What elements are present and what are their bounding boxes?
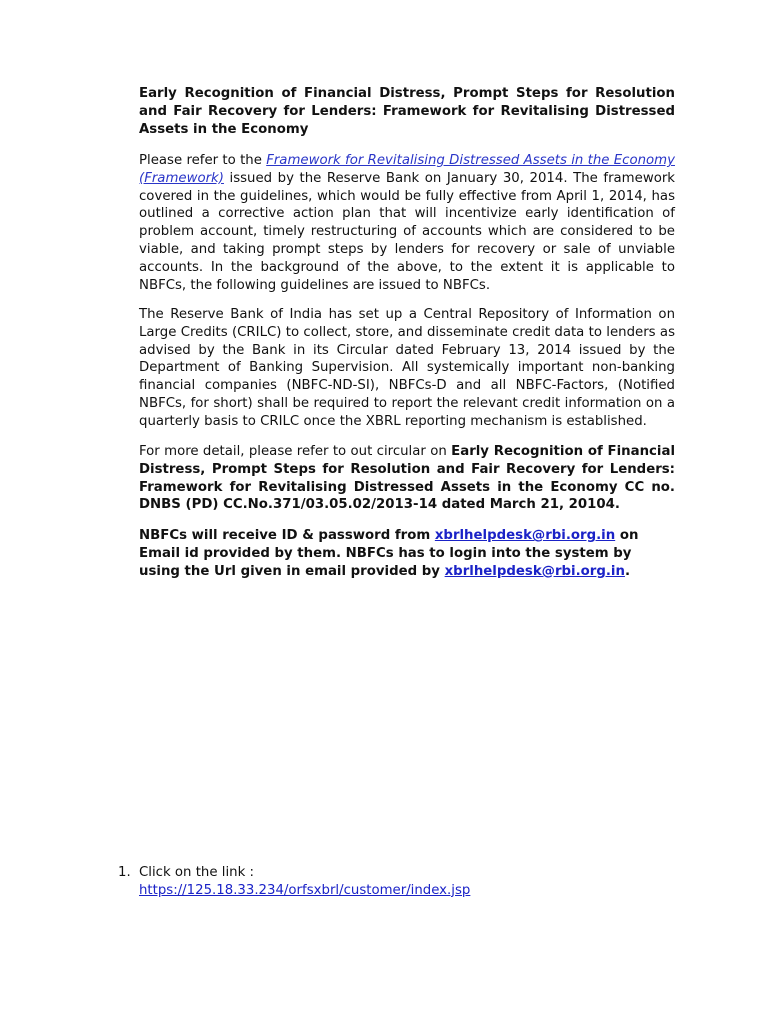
paragraph-framework bbox=[139, 152, 675, 294]
para4-text-2: on Email id provided by them. NBFCs has to login into the system by using the Url given in email provided by bbox=[139, 528, 639, 579]
paragraph-crilc: The Reserve Bank of India has set up a Central Repository of Information on Large Credits (CRILC) to collect, store, and disseminate credit data to lenders as advised by the Bank in its Circular dated February 13, 2014 issued by the Department of Banking Supervision. All systemically important non-banking financial companies (NBFC-ND-SI), NBFCs-D and all NBFC-Factors, (Notified NBFCs, for short) shall be required to report the relevant credit information on a quarterly basis to CRILC once the XBRL reporting mechanism is established. bbox=[139, 307, 675, 429]
para4-text-1: NBFCs will receive ID & password from bbox=[139, 528, 435, 543]
para1-text-start: Please refer to the bbox=[139, 153, 267, 168]
step-text: Click on the link : bbox=[139, 865, 254, 880]
document-title: Early Recognition of Financial Distress, Prompt Steps for Resolution and Fair Recovery for Lenders: Framework for Revitalising Distressed Assets in the Economy bbox=[139, 86, 675, 137]
portal-url-link[interactable]: https://125.18.33.234/orfsxbrl/customer/index.jsp bbox=[139, 882, 471, 898]
para1-text-end: issued by the Reserve Bank on January 30, 2014. The framework covered in the guidelines, which would be fully effective from April 1, 2014, has outlined a corrective action plan that will incentivize early identification of problem account, timely restructuring of accounts which are considered to be viable, and taking prompt steps by lenders for recovery or sale of unviable accounts. In the background of the above, to the extent it is applicable to NBFCs, the following guidelines are issued to NBFCs. bbox=[139, 170, 675, 293]
helpdesk-email-link-2[interactable]: xbrlhelpdesk@rbi.org.in bbox=[444, 563, 625, 579]
para4-text-3: . bbox=[624, 563, 631, 579]
paragraph-circular bbox=[139, 443, 675, 514]
helpdesk-email-link[interactable]: xbrlhelpdesk@rbi.org.in bbox=[434, 528, 616, 543]
circular-reference: Early Recognition of Financial Distress, Prompt Steps for Resolution and Fair Recovery for Lenders: Framework for Revitalising Distressed Assets in the Economy CC no. DNBS (PD) CC.No.371/03.05.02/2013-14 dated March 21, 20104. bbox=[139, 444, 676, 513]
paragraph-login-info bbox=[139, 527, 675, 580]
framework-link[interactable]: Framework for Revitalising Distressed Assets in the Economy (Framework) bbox=[139, 153, 675, 186]
step-number: 1. bbox=[118, 865, 131, 880]
para3-text-start: For more detail, please refer to out circular on bbox=[139, 444, 452, 459]
